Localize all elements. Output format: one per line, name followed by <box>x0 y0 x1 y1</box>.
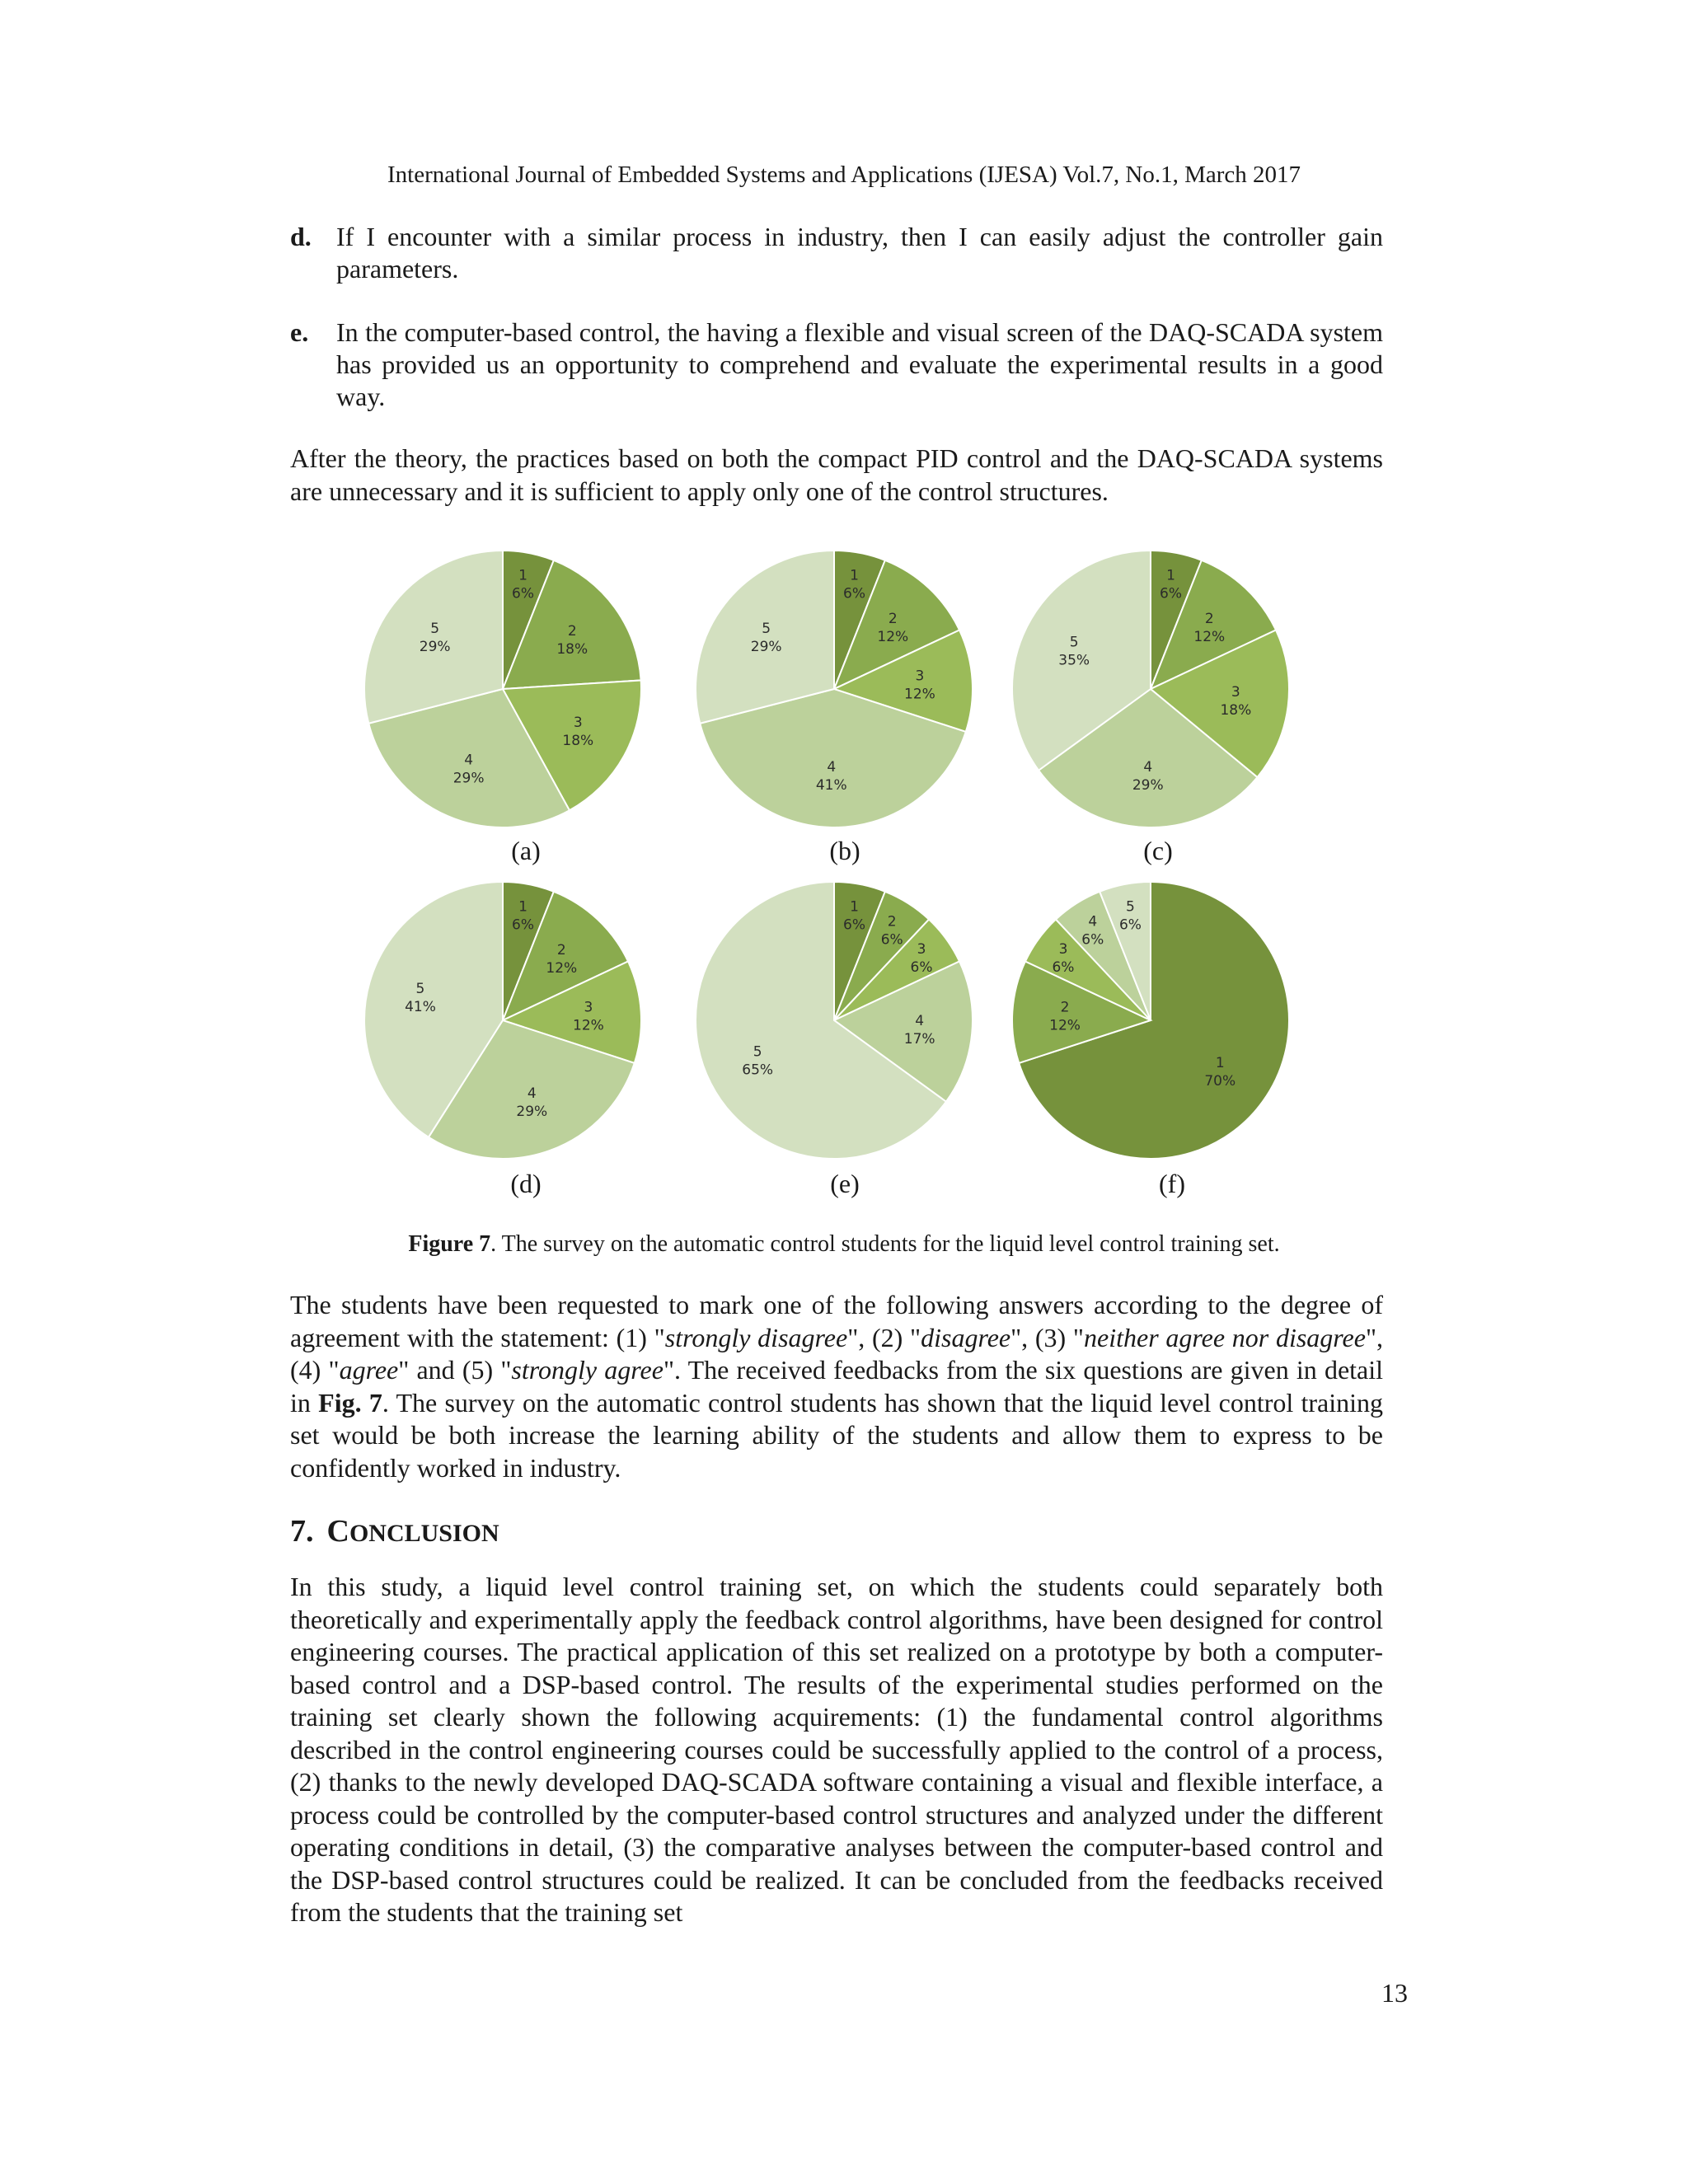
section-title-first: C <box>326 1514 349 1549</box>
text-run: ", (2) " <box>847 1322 921 1352</box>
slice-value-label: 12% <box>573 1017 604 1034</box>
item-letter: d. <box>290 222 312 251</box>
slice-category-label: 4 <box>1143 759 1153 776</box>
section-heading <box>290 1513 499 1549</box>
item-letter: e. <box>290 317 309 347</box>
slice-value-label: 65% <box>742 1062 774 1079</box>
slice-value-label: 41% <box>815 777 847 794</box>
slice-value-label: 29% <box>750 639 782 656</box>
section-number: 7. <box>290 1514 314 1549</box>
paragraph-after-items <box>290 443 1383 508</box>
slice-category-label: 4 <box>1088 913 1098 930</box>
panel-label-a: (a) <box>511 836 541 865</box>
slice-value-label: 29% <box>1132 777 1164 794</box>
item-text: If I encounter with a similar process in industry, then I can easily adjust the controller gain parameters. <box>336 222 1383 284</box>
panel-label-f: (f) <box>1159 1169 1185 1198</box>
page-number: 13 <box>1381 1978 1408 2008</box>
slice-category-label: 2 <box>887 913 897 930</box>
slice-category-label: 1 <box>518 567 528 584</box>
pie-chart-a <box>358 544 648 834</box>
slice-category-label: 5 <box>430 621 440 638</box>
slice-category-label: 3 <box>915 668 925 685</box>
pie-chart-d <box>358 875 648 1165</box>
slice-category-label: 2 <box>1060 999 1070 1016</box>
journal-header: International Journal of Embedded Systems and Applications (IJESA) Vol.7, No.1, March 2017 <box>387 162 1301 188</box>
slice-category-label: 3 <box>573 715 583 732</box>
slice-category-label: 5 <box>415 980 425 997</box>
slice-category-label: 1 <box>1215 1055 1225 1072</box>
pie-chart-c <box>1006 544 1296 834</box>
figure-caption <box>0 1231 1688 1258</box>
text-run: ", (3) " <box>1010 1322 1084 1352</box>
slice-category-label: 5 <box>1126 898 1135 916</box>
slice-value-label: 18% <box>1220 702 1252 719</box>
slice-category-label: 4 <box>827 759 837 776</box>
slice-value-label: 6% <box>1081 931 1104 949</box>
answer-option: strongly agree <box>511 1355 663 1385</box>
slice-category-label: 2 <box>556 942 566 959</box>
paragraph-conclusion <box>290 1571 1383 1929</box>
slice-value-label: 17% <box>903 1030 935 1047</box>
slice-value-label: 6% <box>843 916 866 934</box>
text-run: ". The received feedbacks from the six questions are given in detail in <box>290 1355 1384 1418</box>
slice-value-label: 6% <box>843 585 866 602</box>
slice-value-label: 6% <box>1160 585 1183 602</box>
pie-chart-e <box>689 875 979 1165</box>
pie-chart-f <box>1006 875 1296 1165</box>
text-run: ", (4) " <box>290 1322 1384 1385</box>
slice-category-label: 3 <box>1058 940 1068 958</box>
text-run: " and (5) " <box>398 1355 512 1385</box>
slice-value-label: 29% <box>452 770 485 787</box>
slice-category-label: 3 <box>1231 684 1240 701</box>
slice-category-label: 2 <box>1204 611 1214 628</box>
figure-reference: Fig. 7 <box>318 1387 382 1418</box>
slice-category-label: 2 <box>567 622 577 640</box>
slice-value-label: 12% <box>1193 629 1226 646</box>
paragraph-text: In this study, a liquid level control training set, on which the students could separately both theoretically and experimentally apply the feedback control algorithms, have been designed for control engineering courses. The practical application of this set realized on a prototype by both a computer-based control and a DSP-based control. The results of the experimental studies performed on the training set clearly shown the following acquirements: (1) the fundamental control algorithms described in the control engineering courses could be successfully applied to the control of a process, (2) thanks to the newly developed DAQ-SCADA software containing a visual and flexible interface, a process could be controlled by the computer-based control structures and analyzed under the different operating conditions in detail, (3) the comparative analyses between the computer-based control and the DSP-based control structures could be realized. It can be concluded from the feedbacks received from the students that the training set <box>290 1572 1383 1927</box>
panel-label-e: (e) <box>830 1169 860 1198</box>
paragraph-text: After the theory, the practices based on both the compact PID control and the DAQ-SCADA systems are unnecessary and it is sufficient to apply only one of the control structures. <box>290 443 1383 506</box>
list-item-e <box>290 316 1383 413</box>
text-run: . The survey on the automatic control students has shown that the liquid level control training set would be both increase the learning ability of the students and allow them to express to be confidently worked in industry. <box>290 1387 1384 1483</box>
caption-text: . The survey on the automatic control students for the liquid level control training set. <box>490 1231 1280 1257</box>
panel-label-c: (c) <box>1143 836 1173 865</box>
slice-category-label: 1 <box>850 898 859 916</box>
slice-value-label: 12% <box>877 629 909 646</box>
figure-7 <box>0 536 1688 1244</box>
answer-option: strongly disagree <box>664 1322 848 1352</box>
panel-label-b: (b) <box>829 836 860 865</box>
item-text: In the computer-based control, the having a flexible and visual screen of the DAQ-SCADA system has provided us an opportunity to comprehend and evaluate the experimental results in a good way. <box>336 317 1383 411</box>
slice-value-label: 12% <box>1049 1017 1081 1034</box>
slice-category-label: 4 <box>464 752 474 769</box>
slice-category-label: 1 <box>1166 567 1175 584</box>
slice-category-label: 4 <box>915 1012 925 1029</box>
slice-value-label: 12% <box>546 960 578 977</box>
slice-category-label: 4 <box>527 1085 537 1103</box>
section-title-rest: ONCLUSION <box>349 1520 499 1547</box>
slice-value-label: 41% <box>405 998 436 1015</box>
slice-category-label: 5 <box>753 1043 762 1061</box>
text-run: The students have been requested to mark one of the following answers according to the degree of agreement with the statement: (1) " <box>290 1290 1383 1352</box>
paragraph-text <box>290 1289 1383 1484</box>
slice-value-label: 6% <box>1118 916 1142 934</box>
slice-category-label: 3 <box>917 940 926 958</box>
slice-category-label: 5 <box>1069 634 1079 651</box>
slice-value-label: 70% <box>1204 1073 1236 1090</box>
slice-value-label: 35% <box>1058 652 1090 669</box>
slice-value-label: 6% <box>512 916 535 934</box>
slice-value-label: 6% <box>512 585 535 602</box>
answer-option: neither agree nor disagree <box>1084 1322 1366 1352</box>
slice-value-label: 18% <box>556 640 588 658</box>
slice-value-label: 29% <box>516 1104 548 1121</box>
slice-value-label: 12% <box>904 686 935 703</box>
slice-category-label: 1 <box>518 898 528 916</box>
paragraph-survey <box>290 1289 1383 1484</box>
slice-category-label: 1 <box>850 567 859 584</box>
slice-category-label: 3 <box>584 999 593 1016</box>
slice-category-label: 5 <box>762 621 771 638</box>
answer-option: disagree <box>921 1322 1011 1352</box>
slice-category-label: 2 <box>888 611 898 628</box>
caption-label: Figure 7 <box>408 1231 491 1257</box>
slice-value-label: 29% <box>419 639 451 656</box>
slice-value-label: 6% <box>880 931 903 949</box>
pie-chart-b <box>689 544 979 834</box>
panel-label-d: (d) <box>510 1169 542 1198</box>
answer-option: agree <box>339 1355 399 1385</box>
list-item-d <box>290 221 1383 285</box>
slice-value-label: 6% <box>910 958 933 976</box>
slice-value-label: 18% <box>562 733 594 750</box>
slice-value-label: 6% <box>1052 958 1075 976</box>
